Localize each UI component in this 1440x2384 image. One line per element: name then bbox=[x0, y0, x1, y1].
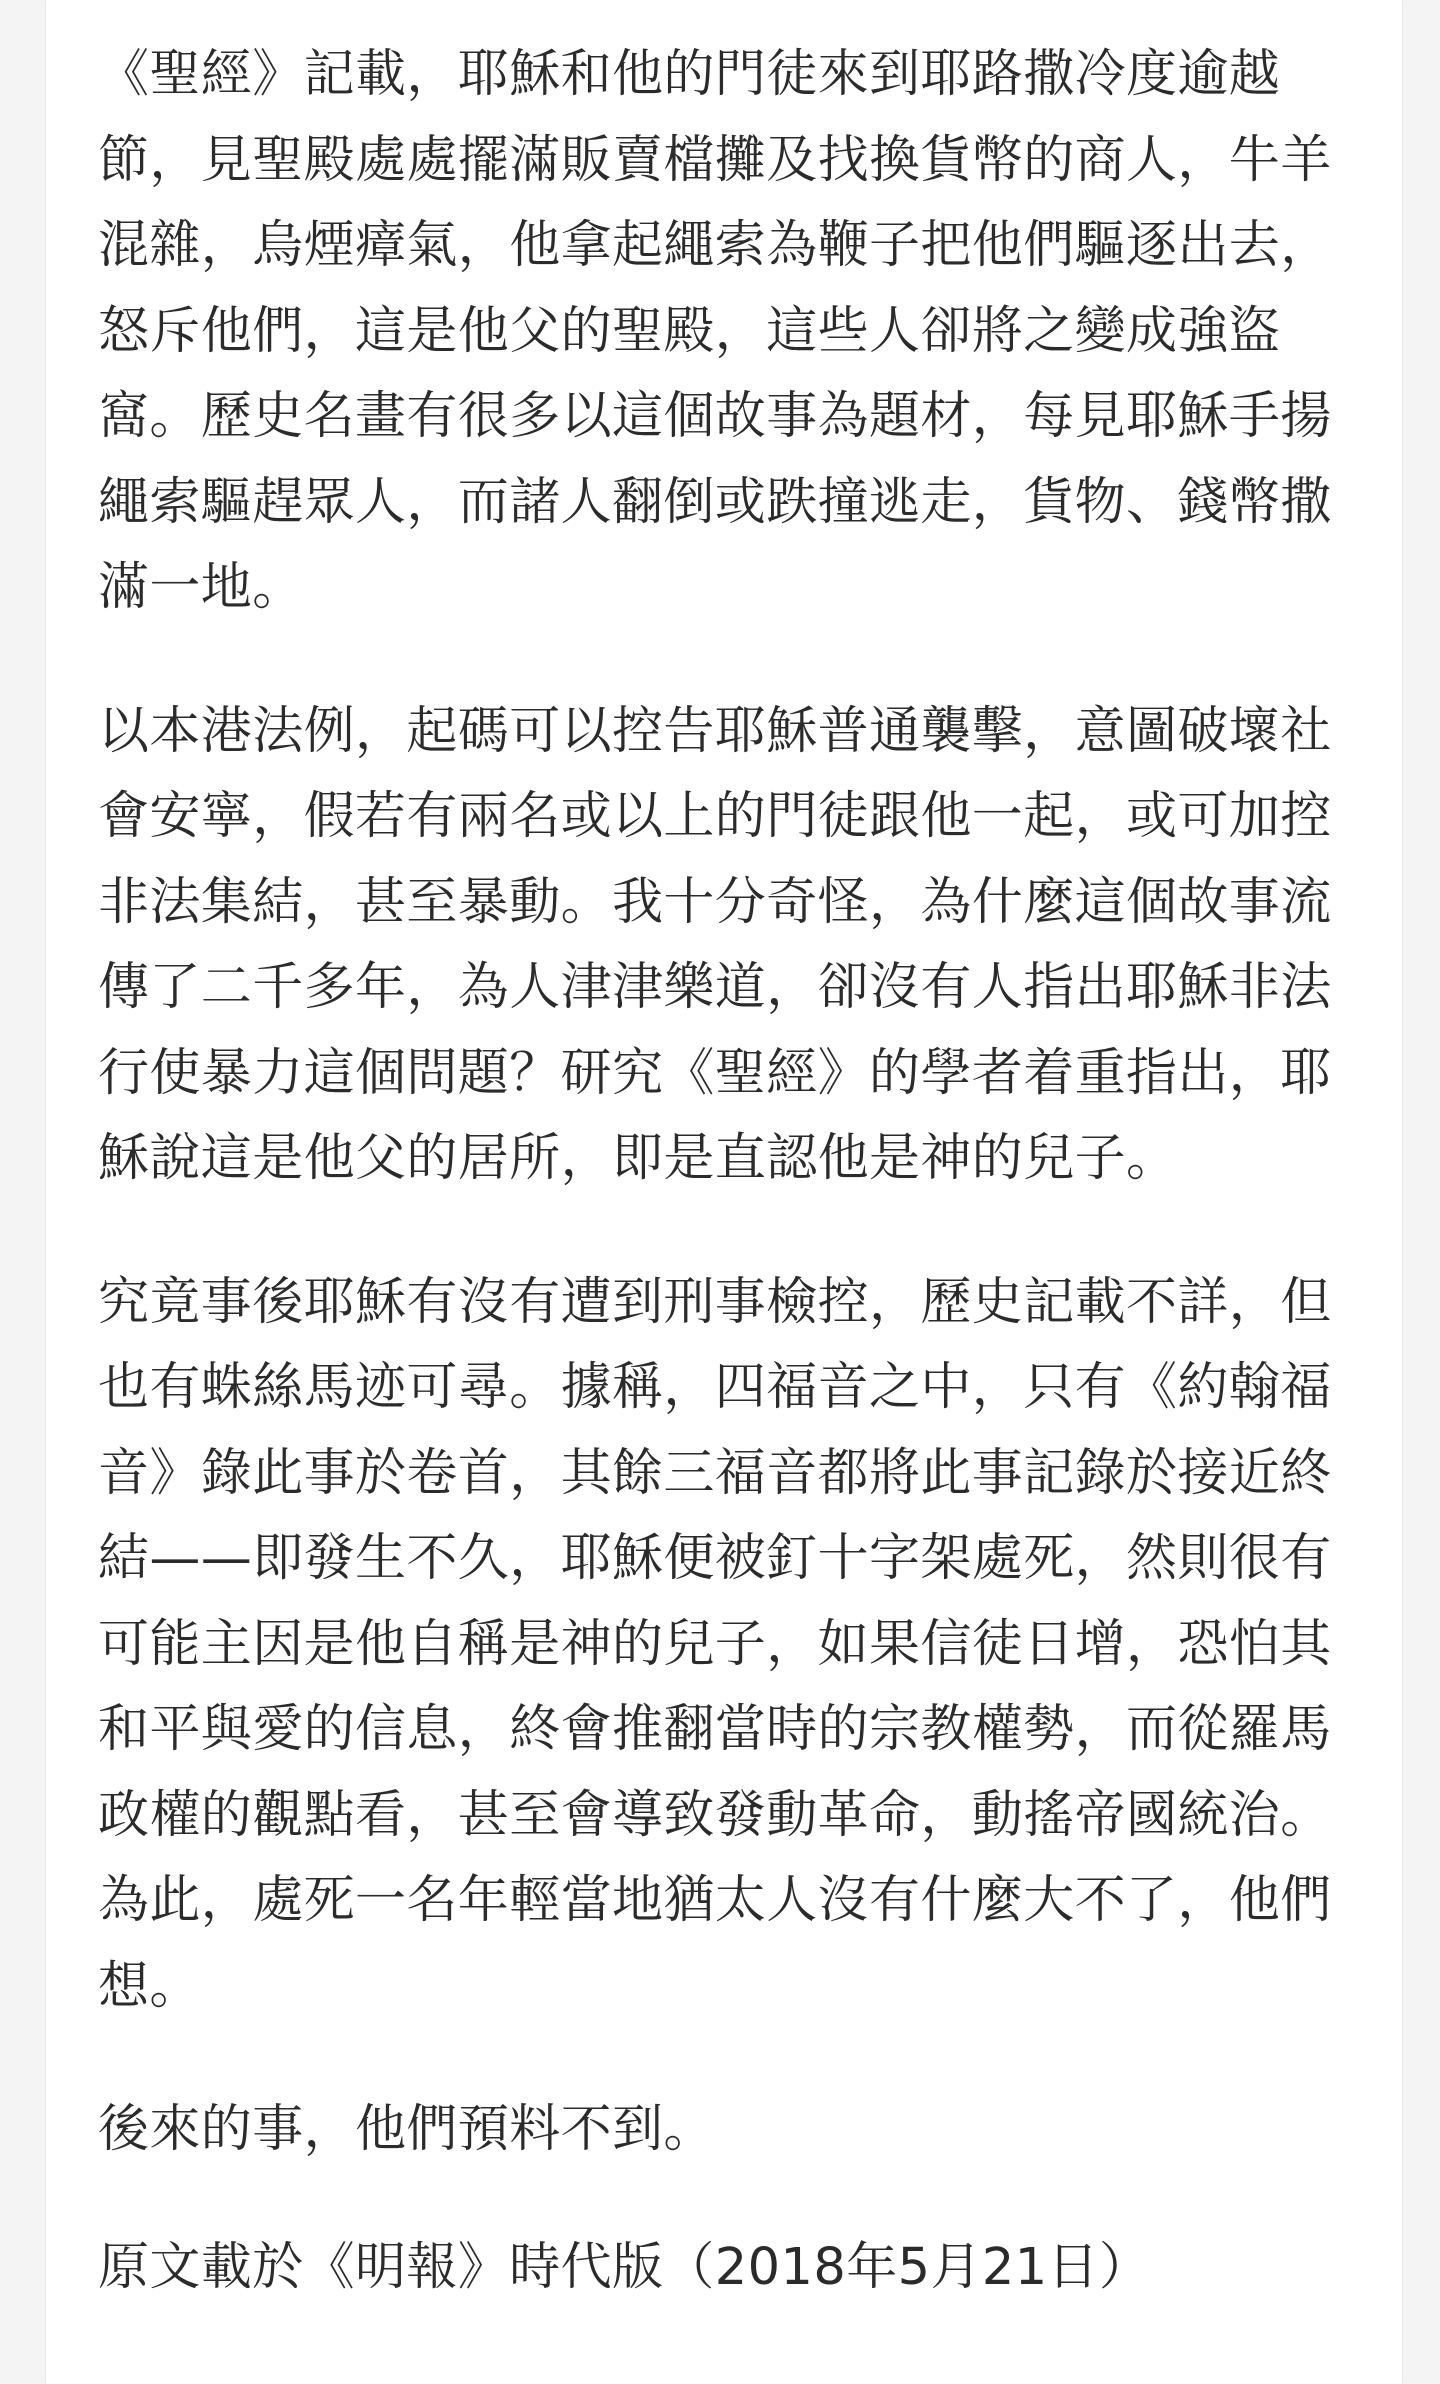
article-paragraph-2: 以本港法例，起碼可以控告耶穌普通襲擊，意圖破壞社會安寧，假若有兩名或以上的門徒跟他一起，或可加控非法集結，甚至暴動。我十分奇怪，為什麼這個故事流傳了二千多年，為人津津樂道，卻沒有人指出耶穌非法行使暴力這個問題？研究《聖經》的學者着重指出，耶穌說這是他父的居所，即是直認他是神的兒子。 bbox=[98, 701, 1332, 1188]
article-paragraph-1: 《聖經》記載，耶穌和他的門徒來到耶路撒冷度逾越節，見聖殿處處擺滿販賣檔攤及找換貨幣的商人，牛羊混雜，烏煙瘴氣，他拿起繩索為鞭子把他們驅逐出去，怒斥他們，這是他父的聖殿，這些人卻將之變成強盜窩。歷史名畫有很多以這個故事為題材，每見耶穌手揚繩索驅趕眾人，而諸人翻倒或跌撞逃走，貨物、錢幣撒滿一地。 bbox=[98, 45, 1332, 617]
article-body bbox=[98, 32, 1334, 2310]
article-source-note: 原文載於《明報》時代版（2018年5月21日） bbox=[98, 2237, 1151, 2297]
article-page bbox=[46, 0, 1402, 2384]
article-paragraph-3: 究竟事後耶穌有沒有遭到刑事檢控，歷史記載不詳，但也有蛛絲馬迹可尋。據稱，四福音之中，只有《約翰福音》錄此事於卷首，其餘三福音都將此事記錄於接近終結——即發生不久，耶穌便被釘十字架處死，然則很有可能主因是他自稱是神的兒子，如果信徒日增，恐怕其和平與愛的信息，終會推翻當時的宗教權勢，而從羅馬政權的觀點看，甚至會導致發動革命，動搖帝國統治。為此，處死一名年輕當地猶太人沒有什麼大不了，他們想。 bbox=[98, 1272, 1332, 2016]
article-paragraph-4: 後來的事，他們預料不到。 bbox=[98, 2100, 715, 2159]
